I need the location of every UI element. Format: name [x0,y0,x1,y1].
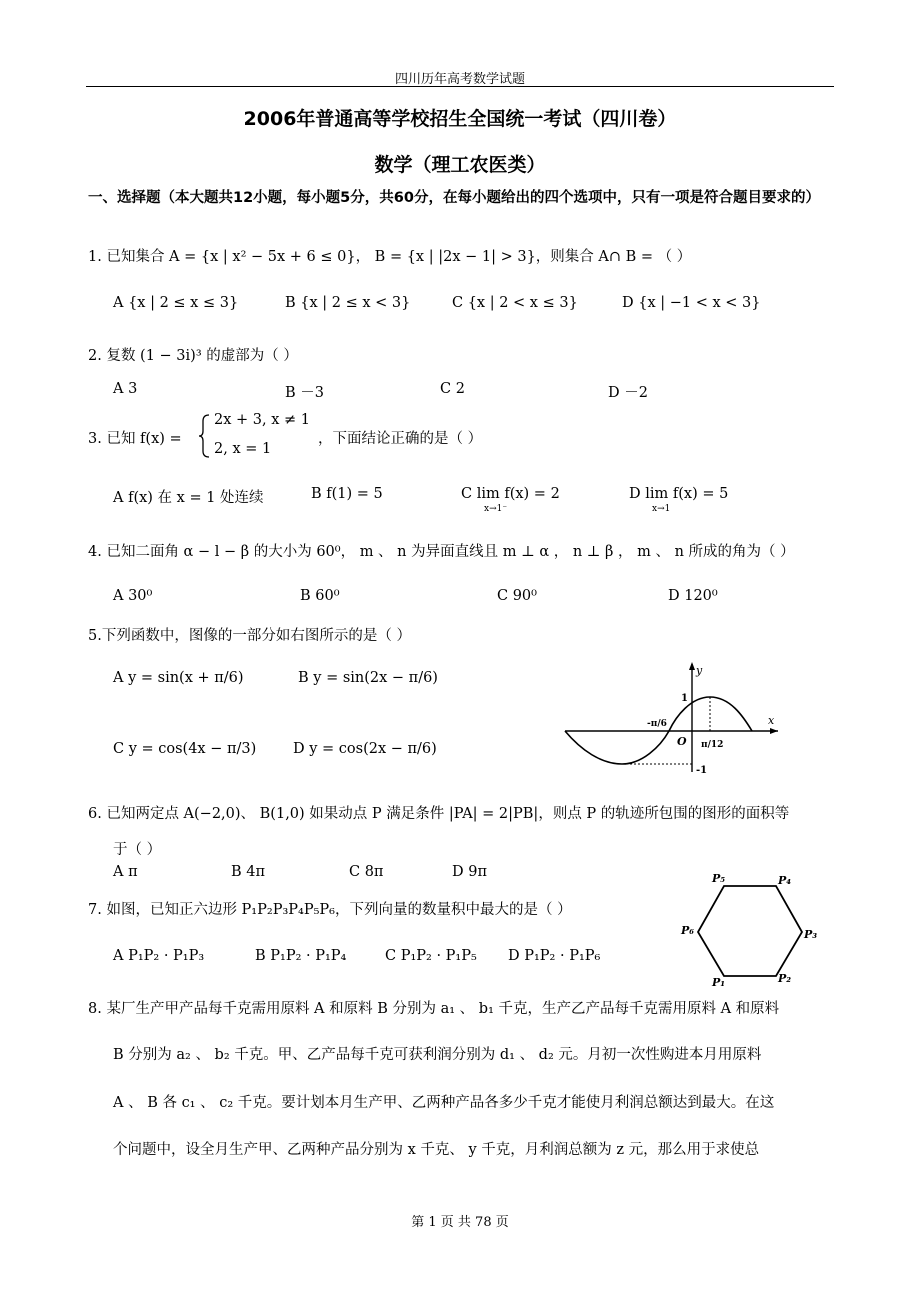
question-6-stem-line-2: 于（ ） [113,842,162,858]
question-5-option-b: B y = sin(2x − π/6) [298,670,438,686]
question-1-option-d: D {x | −1 < x < 3} [622,295,761,311]
question-4-option-b: B 60⁰ [300,588,340,604]
question-5-stem: 5.下列函数中，图像的一部分如右图所示的是（ ） [88,628,411,644]
question-3-case-2: 2, x = 1 [214,441,272,457]
regular-hexagon [698,886,802,976]
hexagon-vertex-p6: P₆ [681,924,695,937]
hexagon-vertex-p3: P₃ [804,928,818,941]
question-3-option-b: B f(1) = 5 [311,486,383,502]
question-7-option-c: C P₁P₂ · P₁P₅ [385,948,477,964]
question-1-stem: 1. 已知集合 A = {x | x² − 5x + 6 ≤ 0}， B = {x | |2x − 1| > 3}，则集合 A∩ B = （ ） [88,249,692,265]
y-axis-arrow-icon [689,662,695,670]
question-3-limit-d-subscript: x→1 [652,504,671,514]
question-3-option-d: D lim f(x) = 5 [629,486,729,502]
question-3-limit-c-subscript: x→1⁻ [484,504,508,514]
question-7-option-b: B P₁P₂ · P₁P₄ [255,948,347,964]
question-2-option-a: A 3 [113,381,138,397]
hexagon-vertex-p4: P₄ [778,874,792,887]
hexagon-vertex-p2: P₂ [778,972,792,985]
question-2-option-b: B －3 [285,385,324,401]
question-2-option-d: D －2 [608,385,648,401]
question-2-stem: 2. 复数 (1 − 3i)³ 的虚部为（ ） [88,348,298,364]
question-7-option-a: A P₁P₂ · P₁P₃ [113,948,205,964]
question-6-option-b: B 4π [231,864,266,880]
question-8-line-3: A 、 B 各 c₁ 、 c₂ 千克。要计划本月生产甲、乙两种产品各多少千克才能使月利润总额达到最大。在这 [113,1095,775,1111]
graph-label-neg-pi-6: -π/6 [647,719,667,729]
question-7-stem: 7. 如图，已知正六边形 P₁P₂P₃P₄P₅P₆，下列向量的数量积中最大的是（ ） [88,902,572,918]
graph-label-one: 1 [681,693,688,704]
question-3-option-c: C lim f(x) = 2 [461,486,560,502]
page-title: 2006年普通高等学校招生全国统一考试（四川卷） [243,108,677,130]
page-subtitle: 数学（理工农医类） [374,154,546,176]
question-3-case-1: 2x + 3, x ≠ 1 [214,412,310,428]
question-6-stem-line-1: 6. 已知两定点 A(−2,0)、 B(1,0) 如果动点 P 满足条件 |PA| = 2|PB|，则点 P 的轨迹所包围的图形的面积等 [88,806,790,822]
question-5-option-d: D y = cos(2x − π/6) [293,741,437,757]
question-5-option-c: C y = cos(4x − π/3) [113,741,257,757]
graph-origin-label: O [677,735,687,748]
question-3-option-a: A f(x) 在 x = 1 处连续 [113,490,264,506]
question-6-option-d: D 9π [452,864,487,880]
hexagon-vertex-p1: P₁ [712,976,726,988]
question-8-line-4: 个问题中，设全月生产甲、乙两种产品分别为 x 千克、 y 千克，月利润总额为 z 元，那么用于求使总 [113,1142,760,1158]
section-heading: 一、选择题（本大题共12小题，每小题5分，共60分，在每小题给出的四个选项中，只有一项是符合题目要求的） [88,190,820,206]
question-8-line-1: 8. 某厂生产甲产品每千克需用原料 A 和原料 B 分别为 a₁ 、 b₁ 千克，生产乙产品每千克需用原料 A 和原料 [88,1001,780,1017]
question-4-option-c: C 90⁰ [497,588,537,604]
question-1-option-a: A {x | 2 ≤ x ≤ 3} [113,295,239,311]
question-1-option-b: B {x | 2 ≤ x < 3} [285,295,411,311]
hexagon-vertex-p5: P₅ [712,872,726,885]
question-6-option-c: C 8π [349,864,384,880]
question-4-option-d: D 120⁰ [668,588,718,604]
question-3-stem-suffix: ，下面结论正确的是（ ） [318,431,483,447]
graph-label-minus-one: -1 [696,765,708,776]
question-1-option-c: C {x | 2 < x ≤ 3} [452,295,578,311]
question-3-stem-prefix: 3. 已知 f(x) = [88,431,182,447]
question-5-graph [563,660,783,778]
question-6-option-a: A π [113,864,138,880]
question-4-option-a: A 30⁰ [113,588,153,604]
question-3-brace [197,413,211,459]
graph-label-pi-12: π/12 [701,740,724,750]
y-axis-label: y [696,664,703,677]
x-axis-arrow-icon [770,728,778,734]
running-header: 四川历年高考数学试题 [394,72,525,87]
question-5-option-a: A y = sin(x + π/6) [113,670,244,686]
x-axis-label: x [768,714,775,727]
question-8-line-2: B 分别为 a₂ 、 b₂ 千克。甲、乙产品每千克可获利润分别为 d₁ 、 d₂ 元。月初一次性购进本月用原料 [113,1047,762,1063]
question-7-option-d: D P₁P₂ · P₁P₆ [508,948,601,964]
question-7-hexagon-figure [680,866,820,988]
page-footer: 第 1 页 共 78 页 [411,1215,509,1230]
question-4-stem: 4. 已知二面角 α − l − β 的大小为 60⁰， m 、 n 为异面直线且 m ⊥ α ， n ⊥ β ， m 、 n 所成的角为（ ） [88,544,795,560]
header-rule [86,86,834,87]
question-2-option-c: C 2 [440,381,465,397]
